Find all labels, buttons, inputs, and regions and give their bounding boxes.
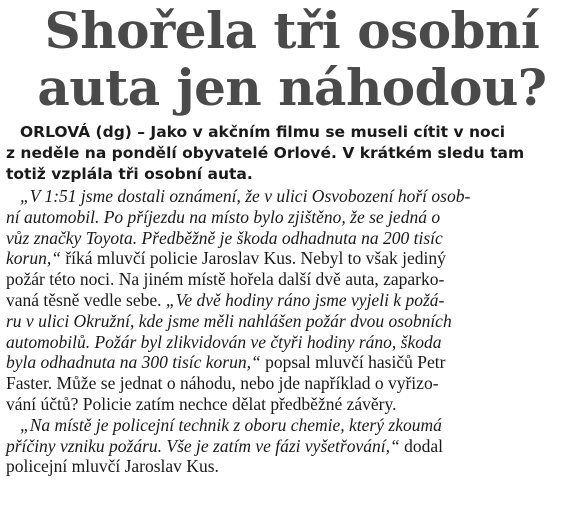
body-line: vání účtů? Policie zatím nechce dělat předběžné závěry.: [6, 393, 397, 414]
body-segment: říká mluvčí policie Jaroslav Kus. Nebyl to však jediný: [60, 248, 446, 269]
body-line: vůz značky Toyota. Předběžně je škoda odhadnuta na 200 tisíc: [6, 227, 443, 248]
headline-line-2: auta jen náhodou?: [37, 58, 547, 117]
lead-line-1-text: – Jako v akčním filmu se museli cítit v noci: [131, 123, 506, 141]
body-line: policejní mluvčí Jaroslav Kus.: [6, 456, 219, 477]
body-line: [6, 248, 578, 269]
body-line: Faster. Může se jednat o náhodu, nebo jde například o vyřizo-: [6, 373, 439, 394]
quote-segment: příčiny vzniku požáru. Vše je zatím ve fázi vyšetřování,“: [6, 435, 400, 456]
dateline: ORLOVÁ (dg): [20, 123, 132, 141]
body-line: ru v ulici Okružní, kde jsme měli nahlášen požár dvou osobních: [6, 310, 452, 331]
body-segment: vaná těsně vedle sebe.: [6, 289, 166, 310]
body-segment: dodal: [399, 435, 443, 456]
body-line: [6, 352, 578, 373]
body-line: [6, 290, 578, 311]
body-line: požár této noci. Na jiném místě hořela další dvě auta, zaparko-: [6, 269, 445, 290]
body-line: automobilů. Požár byl zlikvidován ve čtyři hodiny ráno, škoda: [6, 331, 442, 352]
lead-line-1: [6, 122, 578, 143]
body-line: „Na místě je policejní technik z oboru chemie, který zkoumá: [20, 414, 442, 435]
body-line: ní automobil. Po příjezdu na místo bylo zjištěno, že se jedná o: [6, 206, 441, 227]
headline: [6, 2, 578, 116]
body-segment: popsal mluvčí hasičů Petr: [260, 352, 446, 373]
lead-line-2: z neděle na pondělí obyvatelé Orlové. V krátkém sledu tam: [6, 144, 525, 162]
headline-line-1: Shořela tři osobní: [44, 1, 540, 60]
article-body: [6, 186, 578, 477]
quote-segment: korun,“: [6, 248, 61, 269]
quote-segment: byla odhadnuta na 300 tisíc korun,“: [6, 352, 261, 373]
quote-segment: „Ve dvě hodiny ráno jsme vyjeli k požá-: [165, 289, 445, 310]
lead-line-3: totiž vzplála tři osobní auta.: [6, 165, 253, 183]
lead-paragraph: [6, 122, 578, 185]
body-line: [6, 436, 578, 457]
body-line: „V 1:51 jsme dostali oznámení, že v ulici Osvobození hoří osob-: [20, 186, 471, 206]
